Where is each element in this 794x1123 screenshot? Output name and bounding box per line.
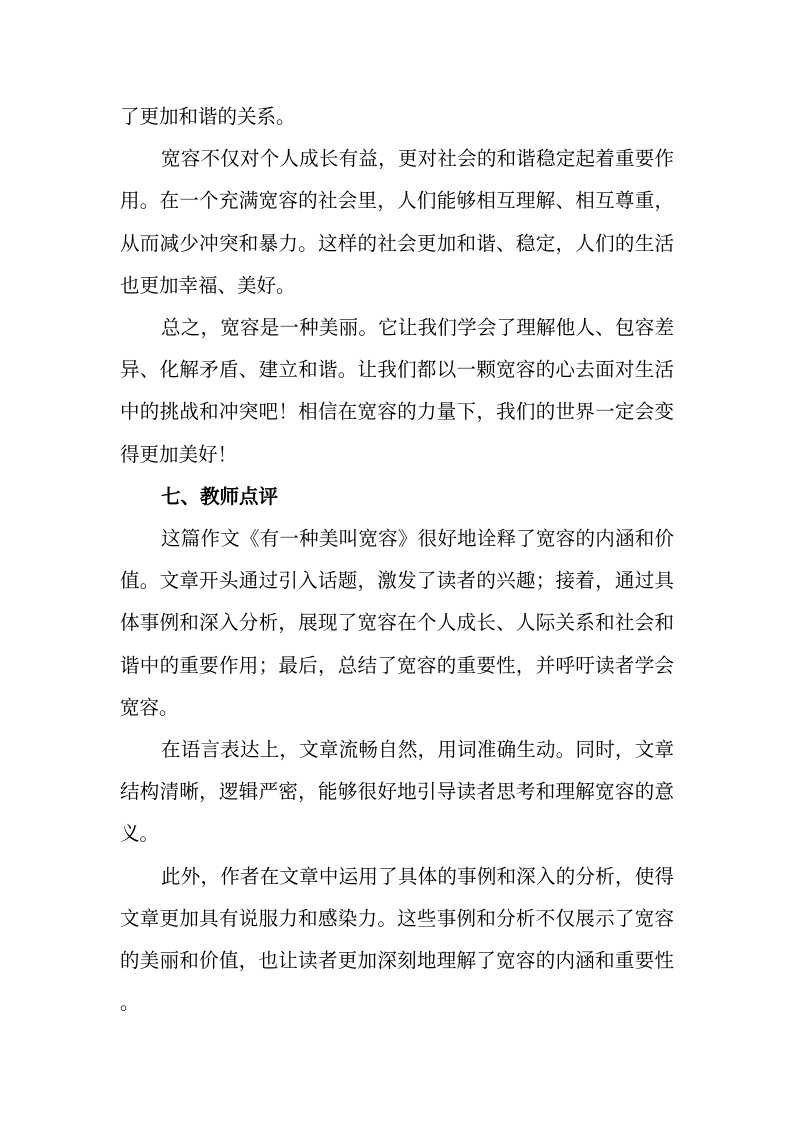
- review-paragraph-overview: 这篇作文《有一种美叫宽容》很好地诠释了宽容的内涵和价值。文章开头通过引入话题，激发了读者的兴趣；接着，通过具体事例和深入分析，展现了宽容在个人成长、人际关系和社会和谐中的重要作用；最后，总结了宽容的重要性，并呼吁读者学会宽容。: [120, 527, 674, 719]
- review-paragraph-examples: 此外，作者在文章中运用了具体的事例和深入的分析，使得文章更加具有说服力和感染力。这些事例和分析不仅展示了宽容的美丽和价值，也让读者更加深刻地理解了宽容的内涵和重要性。: [120, 864, 674, 1015]
- document-body: [120, 96, 674, 1024]
- paragraph-continuation: 了更加和谐的关系。: [120, 105, 296, 128]
- review-paragraph-language: 在语言表达上，文章流畅自然，用词准确生动。同时，文章结构清晰，逻辑严密，能够很好地引导读者思考和理解宽容的意义。: [120, 738, 674, 846]
- paragraph-society: 宽容不仅对个人成长有益，更对社会的和谐稳定起着重要作用。在一个充满宽容的社会里，人们能够相互理解、相互尊重，从而减少冲突和暴力。这样的社会更加和谐、稳定，人们的生活也更加幸福、美好。: [120, 147, 674, 297]
- paragraph-conclusion: 总之，宽容是一种美丽。它让我们学会了理解他人、包容差异、化解矛盾、建立和谐。让我们都以一颗宽容的心去面对生活中的挑战和冲突吧！相信在宽容的力量下，我们的世界一定会变得更加美好！: [120, 316, 674, 466]
- section-heading: 七、教师点评: [161, 484, 279, 508]
